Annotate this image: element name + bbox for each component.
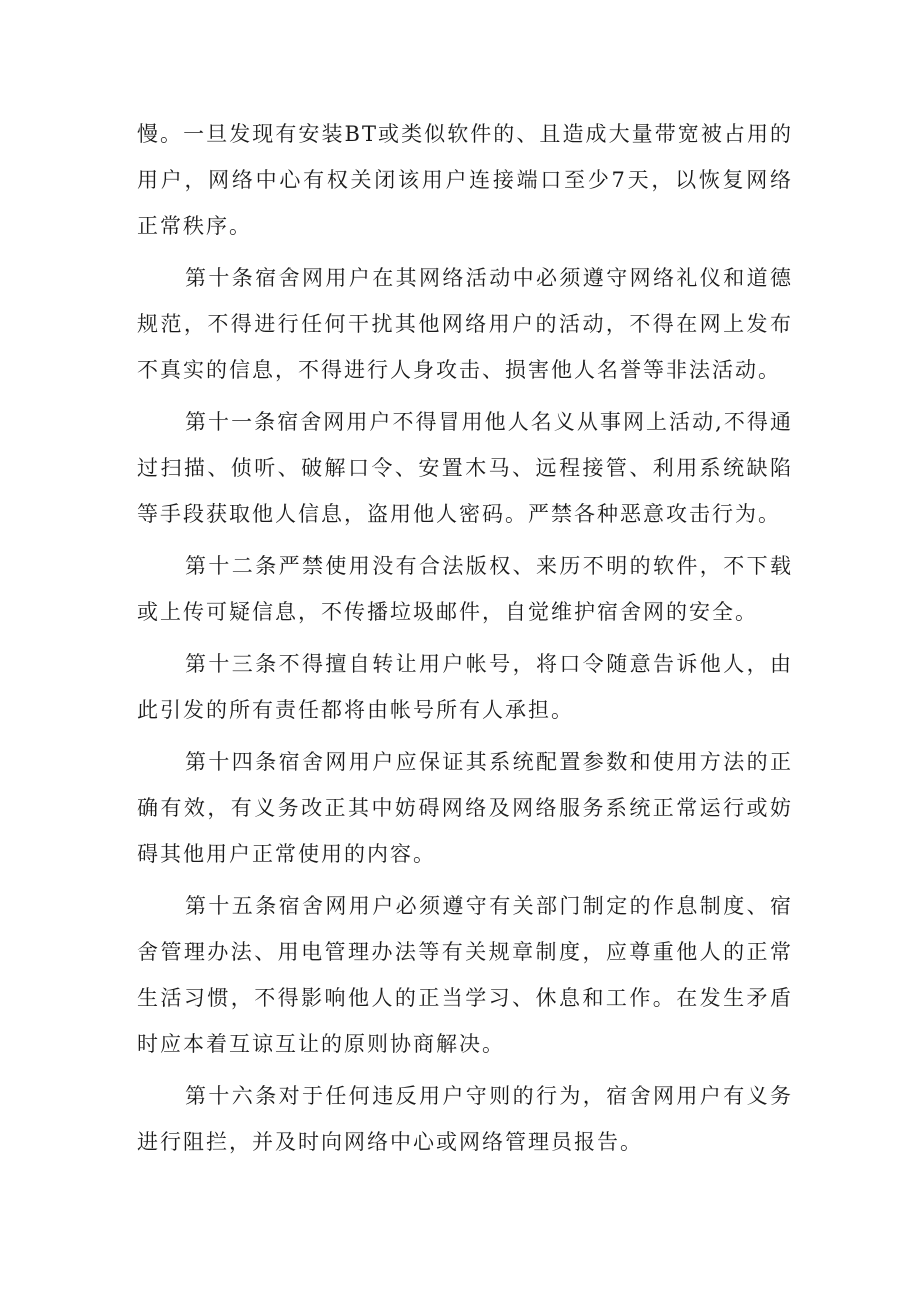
- paragraph-article-10: 第十条宿舍网用户在其网络活动中必须遵守网络礼仪和道德规范，不得进行任何干扰其他网络用户的活动，不得在网上发布不真实的信息，不得进行人身攻击、损害他人名誉等非法活动。: [137, 266, 793, 382]
- document-body: [137, 111, 793, 1171]
- paragraph-article-14: 第十四条宿舍网用户应保证其系统配置参数和使用方法的正确有效，有义务改正其中妨碍网络及网络服务系统正常运行或妨碍其他用户正常使用的内容。: [137, 750, 793, 866]
- paragraph-article-13: 第十三条不得擅自转让用户帐号，将口令随意告诉他人，由此引发的所有责任都将由帐号所有人承担。: [137, 652, 793, 722]
- paragraph-article-12: 第十二条严禁使用没有合法版权、来历不明的软件，不下载或上传可疑信息，不传播垃圾邮件，自觉维护宿舍网的安全。: [137, 554, 793, 624]
- paragraph-continuation: 慢。一旦发现有安装BT或类似软件的、且造成大量带宽被占用的用户，网络中心有权关闭该用户连接端口至少7天，以恢复网络正常秩序。: [137, 122, 793, 238]
- paragraph-article-16: 第十六条对于任何违反用户守则的行为，宿舍网用户有义务进行阻拦，并及时向网络中心或网络管理员报告。: [137, 1084, 793, 1154]
- paragraph-article-15: 第十五条宿舍网用户必须遵守有关部门制定的作息制度、宿舍管理办法、用电管理办法等有关规章制度，应尊重他人的正常生活习惯，不得影响他人的正当学习、休息和工作。在发生矛盾时应本着互谅互让的原则协商解决。: [137, 894, 793, 1056]
- paragraph-article-11: 第十一条宿舍网用户不得冒用他人名义从事网上活动,不得通过扫描、侦听、破解口令、安置木马、远程接管、利用系统缺陷等手段获取他人信息，盗用他人密码。严禁各种恶意攻击行为。: [137, 410, 793, 526]
